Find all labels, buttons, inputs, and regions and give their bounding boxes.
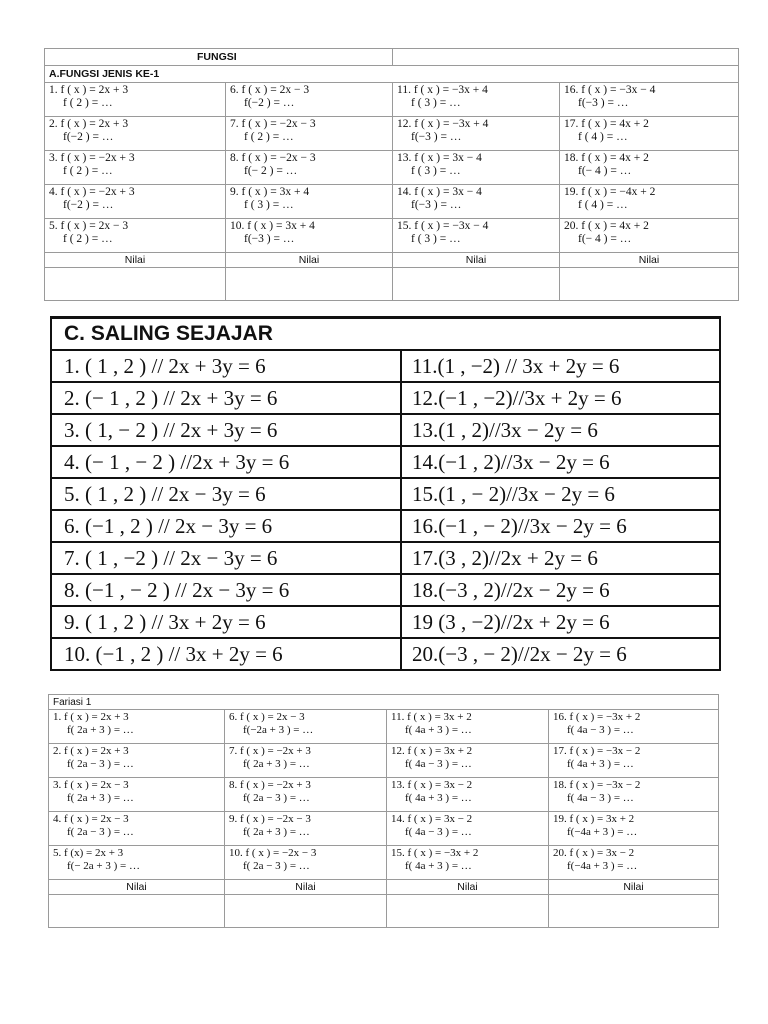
- table-row: [45, 185, 739, 219]
- parallel-problem: 16.(−1 , − 2)//3x − 2y = 6: [401, 510, 720, 542]
- function-evaluation: f(−2 ) = …: [244, 97, 295, 109]
- score-cell: [549, 895, 719, 928]
- problem-cell: [226, 151, 393, 185]
- function-evaluation: f ( 2 ) = …: [63, 165, 113, 177]
- function-table-a: [44, 48, 739, 301]
- function-evaluation: f ( 4 ) = …: [578, 131, 628, 143]
- problem-cell: [387, 812, 549, 846]
- function-evaluation: f( 2a − 3 ) = …: [67, 826, 134, 838]
- parallel-problem: 2. (− 1 , 2 ) // 2x + 3y = 6: [51, 382, 401, 414]
- function-definition: 2. f ( x ) = 2x + 3: [53, 745, 129, 757]
- table-row: [45, 83, 739, 117]
- table-row: [45, 219, 739, 253]
- section-a-subtitle: A.FUNGSI JENIS KE-1: [45, 66, 739, 83]
- function-definition: 12. f ( x ) = −3x + 4: [397, 118, 489, 130]
- function-evaluation: f( 4a + 3 ) = …: [567, 758, 634, 770]
- function-definition: 14. f ( x ) = 3x − 2: [391, 813, 473, 825]
- function-definition: 15. f ( x ) = −3x − 4: [397, 220, 489, 232]
- function-definition: 4. f ( x ) = 2x − 3: [53, 813, 129, 825]
- function-definition: 19. f ( x ) = −4x + 2: [564, 186, 656, 198]
- function-definition: 9. f ( x ) = 3x + 4: [230, 186, 310, 198]
- problem-cell: [49, 744, 225, 778]
- parallel-problem: 11.(1 , −2) // 3x + 2y = 6: [401, 350, 720, 382]
- parallel-problem: 18.(−3 , 2)//2x − 2y = 6: [401, 574, 720, 606]
- score-cell: [225, 895, 387, 928]
- function-definition: 2. f ( x ) = 2x + 3: [49, 118, 129, 130]
- table-row: [45, 151, 739, 185]
- score-cell: [49, 895, 225, 928]
- problem-cell: [49, 778, 225, 812]
- function-evaluation: f( 4a + 3 ) = …: [405, 860, 472, 872]
- table-row: [51, 350, 720, 382]
- table-row: [51, 446, 720, 478]
- parallel-problem: 7. ( 1 , −2 ) // 2x − 3y = 6: [51, 542, 401, 574]
- score-cell: [45, 268, 226, 301]
- table-row: [51, 414, 720, 446]
- section-c-title: C. SALING SEJAJAR: [51, 318, 720, 351]
- problem-cell: [49, 812, 225, 846]
- function-definition: 11. f ( x ) = 3x + 2: [391, 711, 472, 723]
- problem-cell: [225, 778, 387, 812]
- score-cell: [226, 268, 393, 301]
- nilai-label: Nilai: [393, 253, 560, 268]
- problem-cell: [226, 219, 393, 253]
- parallel-problem: 12.(−1 , −2)//3x + 2y = 6: [401, 382, 720, 414]
- table-row: [51, 478, 720, 510]
- function-evaluation: f( 2a + 3 ) = …: [67, 792, 134, 804]
- parallel-problem: 14.(−1 , 2)//3x − 2y = 6: [401, 446, 720, 478]
- parallel-problem: 8. (−1 , − 2 ) // 2x − 3y = 6: [51, 574, 401, 606]
- function-definition: 14. f ( x ) = 3x − 4: [397, 186, 482, 198]
- function-evaluation: f ( 3 ) = …: [411, 97, 461, 109]
- function-evaluation: f ( 3 ) = …: [244, 199, 294, 211]
- table-row: [45, 117, 739, 151]
- function-evaluation: f(−4a + 3 ) = …: [567, 826, 638, 838]
- score-row: [45, 268, 739, 301]
- function-evaluation: f( 2a + 3 ) = …: [67, 724, 134, 736]
- nilai-label: Nilai: [226, 253, 393, 268]
- function-definition: 3. f ( x ) = −2x + 3: [49, 152, 135, 164]
- parallel-problem: 13.(1 , 2)//3x − 2y = 6: [401, 414, 720, 446]
- problem-cell: [45, 151, 226, 185]
- problem-cell: [549, 710, 719, 744]
- function-evaluation: f(−3 ) = …: [411, 199, 462, 211]
- function-definition: 3. f ( x ) = 2x − 3: [53, 779, 129, 791]
- problem-cell: [387, 744, 549, 778]
- score-cell: [393, 268, 560, 301]
- score-row: [49, 895, 719, 928]
- function-evaluation: f ( 4 ) = …: [578, 199, 628, 211]
- function-evaluation: f( 4a − 3 ) = …: [405, 758, 472, 770]
- function-evaluation: f( 2a − 3 ) = …: [67, 758, 134, 770]
- function-evaluation: f ( 3 ) = …: [411, 233, 461, 245]
- problem-cell: [393, 219, 560, 253]
- problem-cell: [225, 812, 387, 846]
- nilai-label: Nilai: [45, 253, 226, 268]
- function-evaluation: f ( 2 ) = …: [63, 233, 113, 245]
- function-definition: 15. f ( x ) = −3x + 2: [391, 847, 479, 859]
- function-evaluation: f(− 2a + 3 ) = …: [67, 860, 140, 872]
- function-evaluation: f( 4a + 3 ) = …: [405, 724, 472, 736]
- function-evaluation: f( 4a − 3 ) = …: [567, 792, 634, 804]
- parallel-problem: 5. ( 1 , 2 ) // 2x − 3y = 6: [51, 478, 401, 510]
- parallel-problem: 15.(1 , − 2)//3x − 2y = 6: [401, 478, 720, 510]
- table-row: [51, 574, 720, 606]
- problem-cell: [560, 151, 739, 185]
- nilai-label: Nilai: [387, 880, 549, 895]
- function-evaluation: f( 4a + 3 ) = …: [405, 792, 472, 804]
- problem-cell: [393, 83, 560, 117]
- function-definition: 1. f ( x ) = 2x + 3: [49, 84, 129, 96]
- table-row: [51, 638, 720, 670]
- nilai-label: Nilai: [225, 880, 387, 895]
- parallel-problem: 3. ( 1, − 2 ) // 2x + 3y = 6: [51, 414, 401, 446]
- problem-cell: [549, 812, 719, 846]
- function-evaluation: f(−3 ) = …: [578, 97, 629, 109]
- nilai-row: [45, 253, 739, 268]
- function-definition: 12. f ( x ) = 3x + 2: [391, 745, 473, 757]
- table-row: [51, 382, 720, 414]
- function-definition: 5. f ( x ) = 2x − 3: [49, 220, 129, 232]
- function-evaluation: f( 2a − 3 ) = …: [243, 792, 310, 804]
- function-evaluation: f(− 4 ) = …: [578, 165, 632, 177]
- function-definition: 11. f ( x ) = −3x + 4: [397, 84, 488, 96]
- problem-cell: [226, 117, 393, 151]
- function-definition: 4. f ( x ) = −2x + 3: [49, 186, 135, 198]
- problem-cell: [393, 151, 560, 185]
- problem-cell: [549, 846, 719, 880]
- problem-cell: [225, 710, 387, 744]
- function-definition: 18. f ( x ) = −3x − 2: [553, 779, 641, 791]
- function-evaluation: f ( 2 ) = …: [244, 131, 294, 143]
- function-definition: 8. f ( x ) = −2x − 3: [230, 152, 316, 164]
- problem-cell: [45, 83, 226, 117]
- problem-cell: [49, 710, 225, 744]
- parallel-problem: 20.(−3 , − 2)//2x − 2y = 6: [401, 638, 720, 670]
- function-definition: 20. f ( x ) = 3x − 2: [553, 847, 635, 859]
- function-definition: 18. f ( x ) = 4x + 2: [564, 152, 649, 164]
- parallel-lines-table: [50, 316, 721, 671]
- function-evaluation: f( 4a − 3 ) = …: [405, 826, 472, 838]
- problem-cell: [45, 185, 226, 219]
- function-definition: 5. f (x) = 2x + 3: [53, 847, 124, 859]
- problem-cell: [560, 219, 739, 253]
- problem-cell: [226, 185, 393, 219]
- function-definition: 7. f ( x ) = −2x + 3: [229, 745, 311, 757]
- parallel-problem: 1. ( 1 , 2 ) // 2x + 3y = 6: [51, 350, 401, 382]
- parallel-problem: 10. (−1 , 2 ) // 3x + 2y = 6: [51, 638, 401, 670]
- problem-cell: [549, 778, 719, 812]
- function-definition: 10. f ( x ) = 3x + 4: [230, 220, 315, 232]
- table-row: [49, 778, 719, 812]
- worksheet-title: FUNGSI: [45, 49, 393, 66]
- parallel-problem: 4. (− 1 , − 2 ) //2x + 3y = 6: [51, 446, 401, 478]
- function-evaluation: f(−2 ) = …: [63, 199, 114, 211]
- function-evaluation: f(−4a + 3 ) = …: [567, 860, 638, 872]
- table-row: [49, 812, 719, 846]
- table-row: [49, 710, 719, 744]
- function-evaluation: f(−2a + 3 ) = …: [243, 724, 314, 736]
- function-evaluation: f( 2a − 3 ) = …: [243, 860, 310, 872]
- function-evaluation: f( 2a + 3 ) = …: [243, 758, 310, 770]
- header-blank-cell: [393, 49, 739, 66]
- function-evaluation: f( 4a − 3 ) = …: [567, 724, 634, 736]
- function-definition: 13. f ( x ) = 3x − 2: [391, 779, 473, 791]
- function-definition: 9. f ( x ) = −2x − 3: [229, 813, 311, 825]
- function-definition: 6. f ( x ) = 2x − 3: [230, 84, 310, 96]
- score-cell: [387, 895, 549, 928]
- problem-cell: [225, 744, 387, 778]
- function-evaluation: f(−3 ) = …: [411, 131, 462, 143]
- function-definition: 16. f ( x ) = −3x + 2: [553, 711, 641, 723]
- function-definition: 1. f ( x ) = 2x + 3: [53, 711, 129, 723]
- nilai-label: Nilai: [560, 253, 739, 268]
- table-row: [51, 606, 720, 638]
- problem-cell: [560, 185, 739, 219]
- problem-cell: [225, 846, 387, 880]
- function-definition: 17. f ( x ) = −3x − 2: [553, 745, 641, 757]
- function-definition: 13. f ( x ) = 3x − 4: [397, 152, 482, 164]
- table-row: [49, 744, 719, 778]
- function-definition: 6. f ( x ) = 2x − 3: [229, 711, 305, 723]
- function-definition: 19. f ( x ) = 3x + 2: [553, 813, 635, 825]
- function-evaluation: f(−2 ) = …: [63, 131, 114, 143]
- problem-cell: [387, 710, 549, 744]
- variation-title: Fariasi 1: [49, 695, 719, 710]
- table-row: [51, 510, 720, 542]
- nilai-row: [49, 880, 719, 895]
- problem-cell: [560, 117, 739, 151]
- function-definition: 20. f ( x ) = 4x + 2: [564, 220, 649, 232]
- problem-cell: [49, 846, 225, 880]
- function-evaluation: f( 2a + 3 ) = …: [243, 826, 310, 838]
- score-cell: [560, 268, 739, 301]
- table-row: [51, 542, 720, 574]
- function-definition: 8. f ( x ) = −2x + 3: [229, 779, 311, 791]
- function-evaluation: f(−3 ) = …: [244, 233, 295, 245]
- problem-cell: [387, 778, 549, 812]
- nilai-label: Nilai: [549, 880, 719, 895]
- parallel-problem: 6. (−1 , 2 ) // 2x − 3y = 6: [51, 510, 401, 542]
- function-variation-table: [48, 694, 719, 928]
- function-definition: 17. f ( x ) = 4x + 2: [564, 118, 649, 130]
- table-row: [49, 846, 719, 880]
- nilai-label: Nilai: [49, 880, 225, 895]
- function-definition: 16. f ( x ) = −3x − 4: [564, 84, 656, 96]
- problem-cell: [387, 846, 549, 880]
- problem-cell: [45, 117, 226, 151]
- function-definition: 10. f ( x ) = −2x − 3: [229, 847, 317, 859]
- problem-cell: [393, 117, 560, 151]
- problem-cell: [560, 83, 739, 117]
- function-definition: 7. f ( x ) = −2x − 3: [230, 118, 316, 130]
- function-evaluation: f(− 2 ) = …: [244, 165, 298, 177]
- problem-cell: [549, 744, 719, 778]
- problem-cell: [45, 219, 226, 253]
- parallel-problem: 17.(3 , 2)//2x + 2y = 6: [401, 542, 720, 574]
- problem-cell: [393, 185, 560, 219]
- function-evaluation: f(− 4 ) = …: [578, 233, 632, 245]
- problem-cell: [226, 83, 393, 117]
- parallel-problem: 9. ( 1 , 2 ) // 3x + 2y = 6: [51, 606, 401, 638]
- parallel-problem: 19 (3 , −2)//2x + 2y = 6: [401, 606, 720, 638]
- function-evaluation: f ( 3 ) = …: [411, 165, 461, 177]
- function-evaluation: f ( 2 ) = …: [63, 97, 113, 109]
